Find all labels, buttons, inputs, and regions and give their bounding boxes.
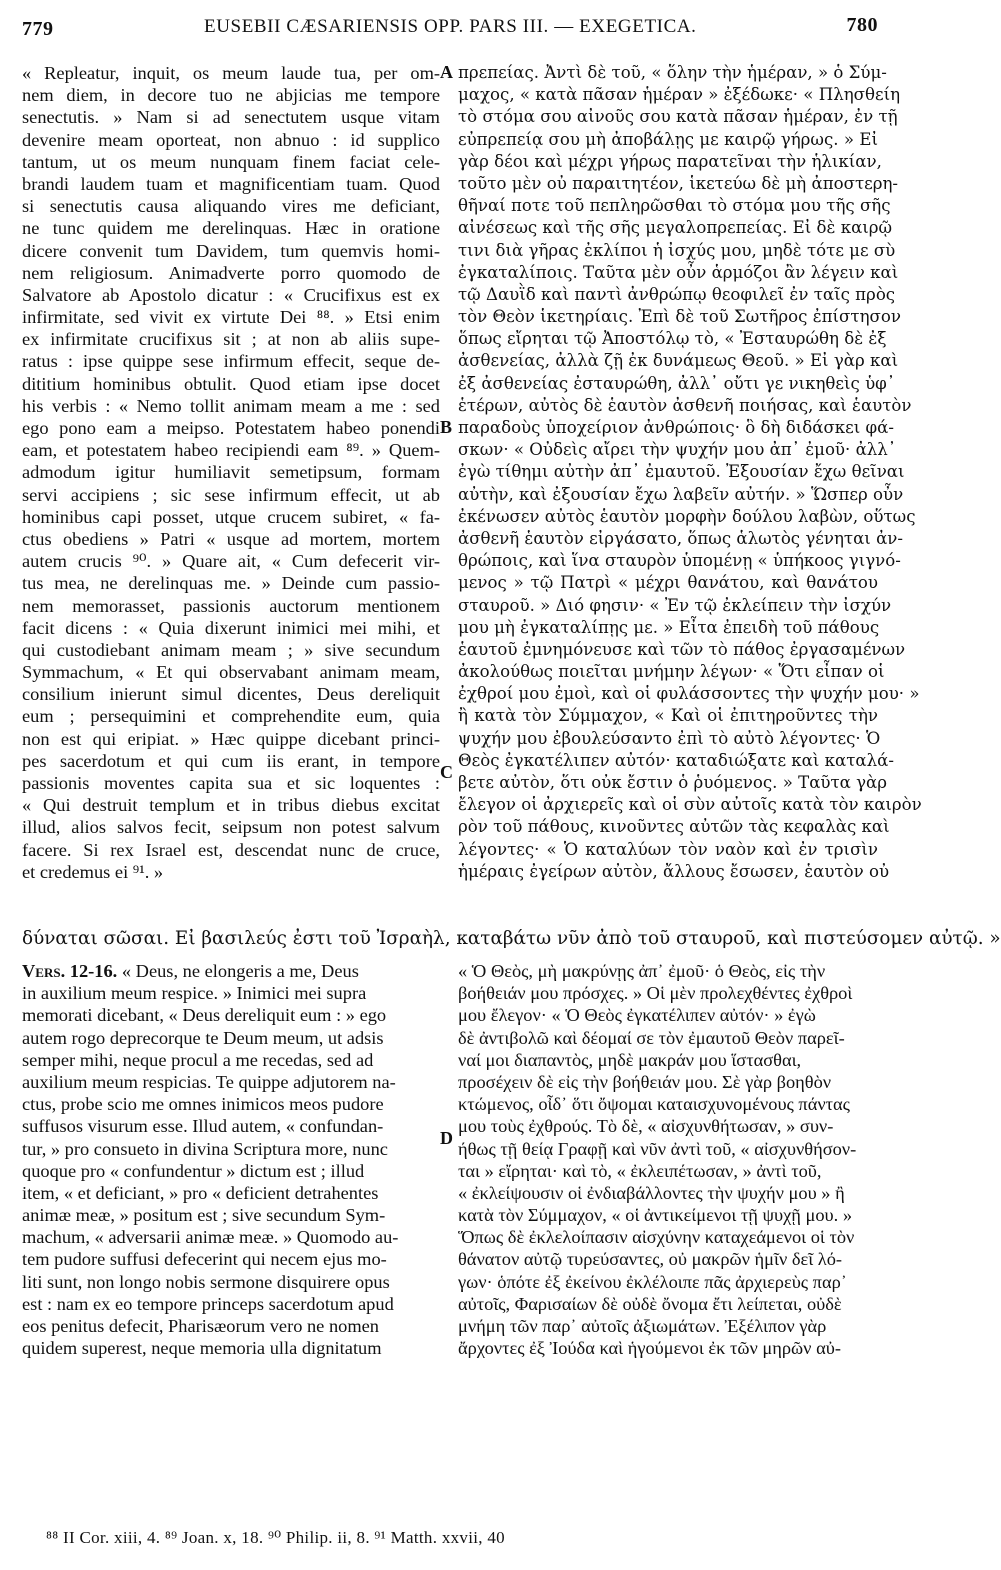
text-line: ἄρχοντες ἐξ Ἰούδα καὶ ἡγούμενοι ἐκ τῶν μηρῶν αὐ- — [458, 1338, 841, 1359]
running-head — [18, 10, 878, 46]
text-line: ἀσθενείας, ἀλλὰ ζῇ ἐκ δυνάμεως Θεοῦ. » Εἰ γὰρ καὶ — [458, 351, 899, 371]
text-line: κτώμενος, οἶδ᾽ ὅτι ὄψομαι καταισχυνομένους πάντας — [458, 1094, 850, 1115]
text-line: servi accipiens ; sic sese infirmum effecit, ut ab — [22, 484, 440, 505]
text-line: suffusos visurum esse. Illud autem, « confundan- — [22, 1116, 384, 1137]
text-line: his verbis : « Nemo tollit animam meam a me : sed — [22, 395, 440, 416]
running-title: EUSEBII CÆSARIENSIS OPP. PARS III. — EXEGETICA. — [204, 16, 697, 37]
text-line: ὅπως εἴρηται τῷ Ἀποστόλῳ τὸ, « Ἐσταυρώθη δὲ ἐξ — [458, 329, 887, 349]
text-line: ἐγκαταλίποις. Ταῦτα μὲν οὖν ἁρμόζοι ἂν λέγειν καὶ — [458, 262, 899, 282]
text-line: αὐτὴν, καὶ ἐξουσίαν ἔχω λαβεῖν αὐτήν. » Ὥσπερ οὖν — [458, 484, 904, 504]
greek-column-1 — [458, 62, 922, 883]
text-line: facit dicens : « Quia dixerunt inimici mei mihi, et — [22, 617, 440, 638]
latin-column-2 — [22, 960, 440, 1359]
full-width-line: δύναται σῶσαι. Εἰ βασιλεύς ἐστι τοῦ Ἰσραὴλ, καταβάτω νῦν ἀπὸ τοῦ σταυροῦ, καὶ πιστεύσομεν αὐτῷ. » — [22, 928, 1001, 949]
text-line: infirmitate, sed vivit ex virtute Dei ⁸⁸. » Etsi enim — [22, 307, 440, 328]
text-line: ἔλεγον οἱ ἀρχιερεῖς καὶ οἱ σὺν αὐτοῖς κατὰ τὸν καιρὸν — [458, 795, 922, 815]
text-line: παραδοὺς ὑποχείριον ἀνθρώποις· ὃ δὴ διδάσκει φά- — [458, 418, 894, 437]
text-line: ratus : ipse quippe sese infirmum effecit, seque de- — [22, 351, 440, 372]
text-line: ἐκένωσεν αὐτὸς ἑαυτὸν μορφὴν δούλου λαβὼν, οὕτως — [458, 506, 916, 526]
text-line: μνήμη τῶν παρ᾽ αὐτοῖς ἀξιωμάτων. Ἐξέλιπον γὰρ — [458, 1316, 827, 1336]
text-line: αἰνέσεως καὶ τῆς σῆς μεγαλοπρεπείας. Εἰ δὲ καιρῷ — [458, 218, 893, 238]
text-line: dititium hominibus obtulit. Quod etiam ipse docet — [22, 373, 440, 394]
text-line: ne tunc quidem me derelinquas. Hæc in oratione — [22, 218, 440, 239]
text-line: ἐγὼ τίθημι αὐτὴν ἀπ᾽ ἐμαυτοῦ. Ἐξουσίαν ἔχω θεῖναι — [458, 462, 905, 482]
text-line: auxilium meum respicias. Te quippe adjutorem na- — [22, 1071, 396, 1092]
text-line: quoque pro « confundentur » dictum est ; illud — [22, 1160, 365, 1181]
text-line: tus mea, ne derelinquas me. » Deinde cum passio- — [22, 573, 440, 594]
margin-letter-b: B — [440, 417, 453, 437]
text-line: « Repleatur, inquit, os meum laude tua, per om- — [22, 63, 440, 83]
latin-column-1 — [22, 62, 440, 883]
text-line: μου τοὺς ἐχθρούς. Τὸ δὲ, « αἰσχυνθήτωσαν, » συν- — [458, 1116, 834, 1137]
text-line: devenire meam oporteat, non abnuo : id supplico — [22, 129, 440, 150]
text-line: dicere convenit tum Davidem, tum quemvis homi- — [22, 240, 440, 261]
text-line: βετε αὐτὸν, ὅτι οὐκ ἔστιν ὁ ῥυόμενος. » Ταῦτα γὰρ — [458, 773, 888, 792]
text-line: Symmachum, « Et qui observabant animam meam, — [22, 662, 440, 683]
text-line: ἀσθενῆ ἑαυτὸν εἰργάσατο, ὅπως ἁλωτὸς γένηται ἀν- — [458, 528, 903, 548]
text-line: ναί μοι διαπαντὸς, μηδὲ μακράν μου ἵστασθαι, — [458, 1049, 802, 1070]
text-line: ἢ κατὰ τὸν Σύμμαχον, « Καὶ οἱ ἐπιτηροῦντες τὴν — [458, 706, 878, 726]
text-line: et credemus ei ⁹¹. » — [22, 861, 164, 882]
text-line: machum, « adversarii animæ meæ. » Quomodo au- — [22, 1227, 399, 1248]
text-line: ἐχθροί μου ἐμοὶ, καὶ οἱ φυλάσσοντες τὴν ψυχήν μου· » — [458, 684, 920, 704]
margin-letter-d: D — [440, 1128, 453, 1148]
text-line: admodum igitur humiliavit semetipsum, formam — [22, 462, 440, 483]
text-line: μου ἔλεγον· « Ὁ Θεὸς ἐγκατέλιπεν αὐτόν· » ἐγὼ — [458, 1005, 816, 1026]
text-line: non est qui eripiat. » Hæc quippe dicebant princi- — [22, 728, 440, 749]
text-line: βοήθειάν μου πρόσχες. » Οἱ μὲν προλεχθέντες ἐχθροὶ — [458, 983, 853, 1004]
text-line: est : nam ex eo tempore princeps sacerdotum apud — [22, 1293, 394, 1314]
text-line: tur, » pro consueto in divina Scriptura more, nunc — [22, 1138, 388, 1159]
text-line: κατὰ τὸν Σύμμαχον, « οἱ ἀντικείμενοι τῇ ψυχῇ μου. » — [458, 1205, 853, 1226]
text-line: εὐπρεπείᾳ σου μὴ ἀποβάλῃς με καιρῷ γήρως. » Εἰ — [458, 129, 878, 149]
text-line: memorati dicebant, « Deus dereliquit eum : » ego — [22, 1005, 387, 1026]
page-number-right: 780 — [846, 14, 878, 36]
text-line: nem memorasset, passionis auctorum mentionem — [22, 595, 440, 616]
text-line: passionis moventes capita sua et sic loquentes : — [22, 773, 440, 793]
text-line: γὰρ δέοι καὶ μέχρι γήρως παρατεῖναι τὴν ἡλικίαν, — [458, 151, 882, 171]
text-line: « Qui destruit templum et in tribus diebus excitat — [22, 795, 440, 816]
text-line: facere. Si rex Israel est, descendat nunc de cruce, — [22, 839, 440, 860]
text-line: δὲ ἀντιβολῶ καὶ δέομαί σε τὸν ἐμαυτοῦ Θεὸν παρεῖ- — [458, 1027, 845, 1048]
margin-letter-c: C — [440, 762, 453, 782]
text-line — [22, 960, 440, 982]
text-line: illud, alios salvos fecit, seipsum non potest salvum — [22, 817, 440, 838]
text-line: τινι διὰ γῆρας ἐκλίποι ἡ ἰσχύς μου, μηδὲ τότε με σὺ — [458, 240, 896, 260]
text-line: in auxilium meum respice. » Inimici mei supra — [22, 983, 367, 1004]
footnotes: ⁸⁸ II Cor. xiii, 4. ⁸⁹ Joan. x, 18. ⁹⁰ Philip. ii, 8. ⁹¹ Matth. xxvii, 40 — [46, 1528, 505, 1547]
text-line: ἑτέρων, αὐτὸς δὲ ἑαυτὸν ἀσθενῆ ποιήσας, καὶ ἑαυτὸν — [458, 395, 912, 415]
text-line: Salvatore ab Apostolo dicatur : « Crucifixus est ex — [22, 284, 440, 305]
text-line: pes sacerdotum et qui cum iis erant, in tempore — [22, 750, 440, 771]
text-line: item, « et deficiant, » pro « deficient detrahentes — [22, 1182, 379, 1203]
text-line: σκων· « Οὐδεὶς αἴρει τὴν ψυχήν μου ἀπ᾽ ἐμοῦ· ἀλλ᾽ — [458, 440, 897, 460]
text-line: nem religiosum. Animadverte porro quomodo de — [22, 262, 440, 283]
text-line: consilium inierunt simul dicentes, Deus dereliquit — [22, 684, 440, 705]
text-line: brandi laudem tuam et magnificentiam tuam. Quod — [22, 173, 440, 194]
verse-label: Vers. 12-16. — [22, 961, 118, 981]
text-line: eos penitus defecit, Pharisæorum vero ne nomen — [22, 1316, 380, 1336]
text-line: θάνατον αὐτῷ τυρεύσαντες, οὐ μακρῶν ἡμῖν δεῖ λό- — [458, 1249, 843, 1270]
text-line: autem rogo deprecorque te Deum meum, ut adsis — [22, 1027, 384, 1048]
text-line: hominibus capi posset, utque crucem subiret, « fa- — [22, 506, 440, 527]
text-line: « Ὁ Θεὸς, μὴ μακρύνῃς ἀπ᾽ ἐμοῦ· ὁ Θεὸς, εἰς τὴν — [458, 961, 826, 981]
text-line: ήθως τῇ θείᾳ Γραφῇ καὶ νῦν ἀντὶ τοῦ, « αἰσχυνθήσον- — [458, 1138, 857, 1159]
text-line: autem crucis ⁹⁰. » Quare ait, « Cum defecerit vir- — [22, 551, 440, 572]
text-line: πρεπείας. Ἀντὶ δὲ τοῦ, « ὅλην τὴν ἡμέραν, » ὁ Σύμ- — [458, 63, 887, 82]
text-line: ψυχήν μου ἐβουλεύσαντο ἐπὶ τὸ αὐτὸ λέγοντες· Ὁ — [458, 728, 881, 748]
text-line: λέγοντες· « Ὁ καταλύων τὸν ναὸν καὶ ἐν τρισὶν — [458, 839, 878, 859]
text-line: tantum, ut os meum nunquam finem faciat cele- — [22, 151, 440, 172]
text-line: μου μὴ ἐγκαταλίπῃς με. » Εἶτα ἐπειδὴ τοῦ πάθους — [458, 617, 880, 637]
text-line: qui custodiebant animam meam ; » sive secundum — [22, 639, 440, 660]
text-line: quidem superest, neque memoria ulla dignitatum — [22, 1338, 382, 1359]
text-line: σταυροῦ. » Διό φησιν· « Ἐν τῷ ἐκλείπειν τὴν ἰσχύν — [458, 595, 892, 615]
text-line-content: « Deus, ne elongeris a me, Deus — [117, 961, 359, 981]
text-line: eum ; persequimini et comprehendite eum, quia — [22, 706, 440, 727]
page-number-left: 779 — [22, 18, 54, 40]
text-line: tem pudore suffusi defecerint qui necem ejus mo- — [22, 1249, 387, 1270]
text-line: Ὅπως δὲ ἐκλελοίπασιν αἰσχύνην καταχεάμενοι οἱ τὸν — [458, 1227, 855, 1248]
text-line: ἡμέραις ἐγείρων αὐτὸν, ἄλλους ἔσωσεν, ἑαυτὸν οὐ — [458, 861, 890, 881]
text-line: ctus obediens » Patri « usque ad mortem, mortem — [22, 528, 440, 549]
text-line: τὸν Θεὸν ἱκετηρίαις. Ἐπὶ δὲ τοῦ Σωτῆρος ἐπίστησον — [458, 307, 901, 327]
text-line: τοῦτο μὲν οὐ παραιτητέον, ἱκετεύω δὲ μὴ ἀποστερη- — [458, 173, 899, 193]
text-line: ἀκολούθως ποιεῖται μνήμην λέγων· « Ὅτι εἶπαν οἱ — [458, 662, 885, 682]
text-line: ἐξ ἀσθενείας ἐσταυρώθη, ἀλλ᾽ οὔτι γε νικηθεὶς ὑφ᾽ — [458, 373, 896, 393]
text-line: animæ meæ, » positum est ; sive secundum Sym- — [22, 1205, 386, 1226]
text-line: θῆναί ποτε τοῦ πεπληρῶσθαι τὸ στόμα μου τῆς σῆς — [458, 196, 891, 216]
text-line: ρὸν τοῦ πάθους, κινοῦντες αὐτῶν τὰς κεφαλὰς καὶ — [458, 817, 890, 837]
text-line: « ἐκλείψουσιν οἱ ἐνδιαβάλλοντες τὴν ψυχήν μου » ἢ — [458, 1182, 845, 1203]
text-line: ται » εἴρηται· καὶ τὸ, « ἐκλειπέτωσαν, » ἀντὶ τοῦ, — [458, 1160, 822, 1181]
text-line: μενος » τῷ Πατρὶ « μέχρι θανάτου, καὶ θανάτου — [458, 573, 878, 593]
text-line: ex infirmitate crucifixus sit ; at non ab aliis supe- — [22, 329, 440, 350]
text-line: ἑαυτοῦ ἐμνημόνευσε καὶ τῶν τὸ πάθος ἐργασαμένων — [458, 639, 906, 659]
text-line: senectutis. » Nam si ad senectutem usque vitam — [22, 107, 440, 128]
text-line: nem diem, in decore tuo ne abjicias me tempore — [22, 85, 440, 106]
text-line: si senectutis causa aliquando vires me deficiant, — [22, 196, 440, 217]
text-line: προσέχειν δὲ εἰς τὴν βοήθειάν μου. Σὲ γὰρ βοηθὸν — [458, 1071, 832, 1092]
text-line: τὸ στόμα σου αἰνοῦς σου κατὰ πᾶσαν ἡμέραν, ἐν τῇ — [458, 107, 898, 127]
text-line: ctus, probe scio me omnes inimicos meos pudore — [22, 1094, 384, 1115]
text-line: semper mihi, neque procul a me recedas, sed ad — [22, 1049, 374, 1070]
text-line: Θεὸς ἐγκατέλιπεν αὐτόν· καταδιώξατε καὶ καταλά- — [458, 750, 894, 770]
text-line: θρώποις, καὶ ἵνα σταυρὸν ὑπομένῃ « ὑπήκοος γιγνό- — [458, 551, 901, 571]
text-line: eam, et potestatem habeo recipiendi eam ⁸⁹. » Quem- — [22, 440, 440, 461]
greek-column-2 — [458, 960, 878, 1359]
text-line: ego pono eam a meipso. Potestatem habeo ponendi — [22, 418, 440, 438]
text-line: γων· ὁπότε ἐξ ἐκείνου ἐκλέλοιπε πᾶς ἀρχιερεὺς παρ᾽ — [458, 1271, 847, 1292]
text-line: αὐτοῖς, Φαρισαίων δὲ οὐδὲ ὄνομα ἔτι λείπεται, οὐδὲ — [458, 1293, 842, 1314]
text-line: τῷ Δαυῒδ καὶ παντὶ ἀνθρώπῳ θεοφιλεῖ ἐν ταῖς πρὸς — [458, 284, 896, 304]
text-line: liti sunt, non longo nobis sermone disquirere opus — [22, 1271, 390, 1292]
text-line: μαχος, « κατὰ πᾶσαν ἡμέραν » ἐξέδωκε· « Πλησθείη — [458, 85, 901, 105]
margin-letter-a: A — [440, 62, 453, 82]
